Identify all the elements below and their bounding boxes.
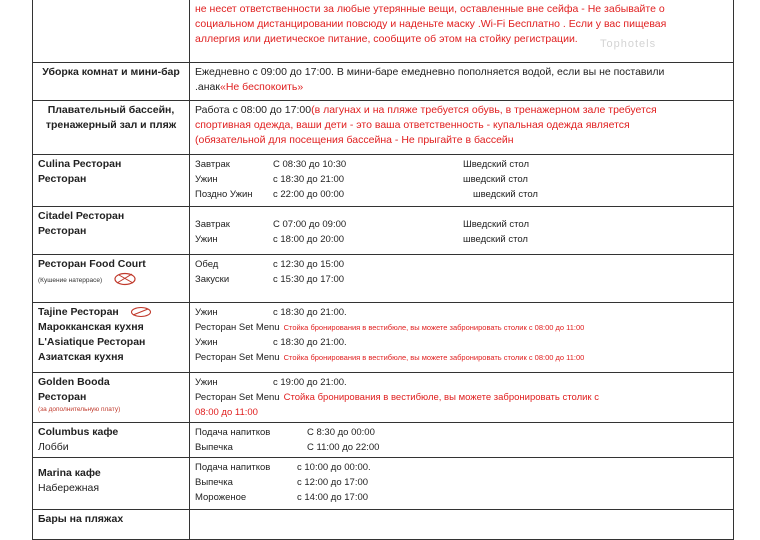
do-not-disturb-text: «Не беспокоить» xyxy=(220,81,304,93)
meal-name: Ужин xyxy=(195,377,218,388)
culina-label-cell xyxy=(33,155,190,207)
cleaning-line-2 xyxy=(195,80,728,95)
culina-item-1 xyxy=(195,157,728,172)
info-row-golden xyxy=(33,373,734,423)
info-row-citadel xyxy=(33,207,734,255)
foodcourt-title: Ресторан Food Court xyxy=(38,258,146,270)
columbus-title: Columbus кафе xyxy=(38,426,119,438)
pool-rules-text: (в лагунах и на пляже требуется обувь, в тренажерном зале требуется xyxy=(311,104,657,116)
meal-time: С 08:30 до 10:30 xyxy=(273,159,347,170)
tajine-cuisine: Марокканская кухня xyxy=(38,321,144,333)
cleaning-label: Уборка комнат и мини-бар xyxy=(33,63,190,101)
columbus-item-2 xyxy=(195,440,728,455)
pool-line-1 xyxy=(195,103,728,118)
booking-note: Стойка бронирования в вестибюле, вы можете забронировать столик с xyxy=(283,392,599,403)
asiatique-setmenu xyxy=(195,350,728,365)
meal-type: шведский стол xyxy=(463,234,528,245)
meal-name: Завтрак xyxy=(195,219,230,230)
marina-title: Marina кафе xyxy=(38,467,101,479)
info-row-tajine xyxy=(33,303,734,373)
scribble-mark-icon xyxy=(113,272,137,286)
info-row-rules xyxy=(33,0,734,63)
marina-label-cell xyxy=(33,458,190,510)
columbus-detail-cell xyxy=(190,423,734,458)
meal-type: Шведский стол xyxy=(463,219,530,230)
meal-time: с 18:00 до 20:00 xyxy=(273,234,345,245)
golden-title: Golden Booda xyxy=(38,376,110,388)
pool-line-2: спортивная одежда, ваши дети - это ваша ответственность - купальная одежда является xyxy=(195,119,630,131)
tajine-title-row xyxy=(38,305,184,320)
info-row-foodcourt xyxy=(33,255,734,303)
golden-subtitle: Ресторан xyxy=(38,391,87,403)
columbus-item-1 xyxy=(195,425,728,440)
golden-label-cell xyxy=(33,373,190,423)
culina-subtitle: Ресторан xyxy=(38,173,87,185)
citadel-title: Citadel Ресторан xyxy=(38,210,125,222)
setmenu-label: Ресторан Set Menu xyxy=(195,352,280,363)
tajine-title: Tajine Ресторан xyxy=(38,306,119,318)
rules-label-cell xyxy=(33,0,190,63)
setmenu-label: Ресторан Set Menu xyxy=(195,322,280,333)
citadel-detail-cell xyxy=(190,207,734,255)
foodcourt-label-cell xyxy=(33,255,190,303)
info-row-culina xyxy=(33,155,734,207)
beachbars-label-cell xyxy=(33,510,190,540)
tajine-detail-cell xyxy=(190,303,734,373)
rules-line-3: социальном дистанцировании повсюду и наденьте маску .Wi-Fi Бесплатно . Если у вас пищевая xyxy=(195,18,667,30)
culina-detail-cell xyxy=(190,155,734,207)
booking-note: Стойка бронирования в вестибюле, вы можете забронировать столик с 08:00 до 11:00 xyxy=(283,323,585,332)
citadel-label-cell xyxy=(33,207,190,255)
culina-item-3 xyxy=(195,187,728,202)
rules-line-2: не несет ответственности за любые утерянные вещи, оставленные вне сейфа - Не забывайте о xyxy=(195,3,665,15)
info-row-marina xyxy=(33,458,734,510)
info-row-beachbars xyxy=(33,510,734,540)
meal-time: С 07:00 до 09:00 xyxy=(273,219,347,230)
asiatique-dinner xyxy=(195,335,728,350)
booking-note: Стойка бронирования в вестибюле, вы можете забронировать столик с 08:00 до 11:00 xyxy=(283,353,585,362)
beachbars-title: Бары на пляжах xyxy=(38,513,124,525)
foodcourt-subtitle: (Кушение натеррасе) xyxy=(38,277,103,284)
scribble-mark-icon xyxy=(130,306,152,318)
golden-dinner xyxy=(195,375,728,390)
meal-time: с 18:30 до 21:00. xyxy=(273,307,347,318)
foodcourt-item-2 xyxy=(195,272,728,287)
beachbars-detail-cell xyxy=(190,510,734,540)
marina-detail-cell xyxy=(190,458,734,510)
meal-time: с 18:30 до 21:00. xyxy=(273,337,347,348)
meal-name: Закуски xyxy=(195,274,230,285)
service-time: С 8:30 до 00:00 xyxy=(307,427,375,438)
meal-name: Поздно Ужин xyxy=(195,189,253,200)
foodcourt-item-1 xyxy=(195,257,728,272)
culina-title: Culina Ресторан xyxy=(38,158,122,170)
meal-name: Обед xyxy=(195,259,219,270)
tajine-setmenu xyxy=(195,320,728,335)
golden-booking-hours: 08:00 до 11:00 xyxy=(195,407,258,418)
service-time: С 11:00 до 22:00 xyxy=(307,442,380,453)
service-name: Мороженое xyxy=(195,492,247,503)
asiatique-cuisine: Азиатская кухня xyxy=(38,351,124,363)
meal-name: Завтрак xyxy=(195,159,230,170)
watermark-logo: Tophotels xyxy=(600,38,657,50)
meal-time: с 22:00 до 00:00 xyxy=(273,189,345,200)
meal-time: с 18:30 до 21:00 xyxy=(273,174,345,185)
meal-type: шведский стол xyxy=(473,189,538,200)
meal-time: с 19:00 до 21:00. xyxy=(273,377,347,388)
marina-item-3 xyxy=(195,490,728,505)
citadel-item-2 xyxy=(195,232,728,247)
service-time: с 14:00 до 17:00 xyxy=(297,492,369,503)
asiatique-title: L'Asiatique Ресторан xyxy=(38,336,146,348)
foodcourt-subtitle-row xyxy=(38,272,184,287)
pool-hours-text: Работа с 08:00 до 17:00 xyxy=(195,104,312,116)
marina-item-1 xyxy=(195,460,728,475)
info-row-columbus xyxy=(33,423,734,458)
golden-extra-charge: (за дополнительную плату) xyxy=(38,406,121,413)
marina-item-2 xyxy=(195,475,728,490)
citadel-item-1 xyxy=(195,217,728,232)
golden-setmenu xyxy=(195,390,728,405)
setmenu-label: Ресторан Set Menu xyxy=(195,392,280,403)
rules-detail-cell xyxy=(190,0,734,63)
golden-detail-cell xyxy=(190,373,734,423)
info-row-pool xyxy=(33,101,734,155)
meal-time: с 12:30 до 15:00 xyxy=(273,259,345,270)
service-name: Выпечка xyxy=(195,442,233,453)
info-row-cleaning xyxy=(33,63,734,101)
service-name: Подача напитков xyxy=(195,462,271,473)
tajine-dinner xyxy=(195,305,728,320)
service-name: Выпечка xyxy=(195,477,233,488)
pool-line-3: (обязательной для посещения бассейна - Не прыгайте в бассейн xyxy=(195,134,514,146)
service-name: Подача напитков xyxy=(195,427,271,438)
tajine-label-cell xyxy=(33,303,190,373)
cleaning-line-1: Ежедневно с 09:00 до 17:00. В мини-баре емедневно пополняется водой, если вы не поставили xyxy=(195,66,665,78)
meal-type: Шведский стол xyxy=(463,159,530,170)
cleaning-detail-cell xyxy=(190,63,734,101)
columbus-label-cell xyxy=(33,423,190,458)
pool-detail-cell xyxy=(190,101,734,155)
rules-line-4: аллергия или диетическое питание, сообщите об этом на стойку регистрации. xyxy=(195,33,578,45)
meal-type: шведский стол xyxy=(463,174,528,185)
meal-name: Ужин xyxy=(195,307,218,318)
meal-name: Ужин xyxy=(195,234,218,245)
pool-label: Плавательный бассейн, тренажерный зал и пляж xyxy=(33,101,190,155)
culina-item-2 xyxy=(195,172,728,187)
hotel-info-table xyxy=(32,0,734,540)
service-time: с 12:00 до 17:00 xyxy=(297,477,369,488)
meal-name: Ужин xyxy=(195,337,218,348)
foodcourt-detail-cell xyxy=(190,255,734,303)
meal-time: с 15:30 до 17:00 xyxy=(273,274,345,285)
columbus-location: Лобби xyxy=(38,441,69,453)
service-time: с 10:00 до 00:00. xyxy=(297,462,371,473)
meal-name: Ужин xyxy=(195,174,218,185)
marina-location: Набережная xyxy=(38,482,100,494)
citadel-subtitle: Ресторан xyxy=(38,225,87,237)
cleaning-line-2-text: .анак xyxy=(195,81,220,93)
